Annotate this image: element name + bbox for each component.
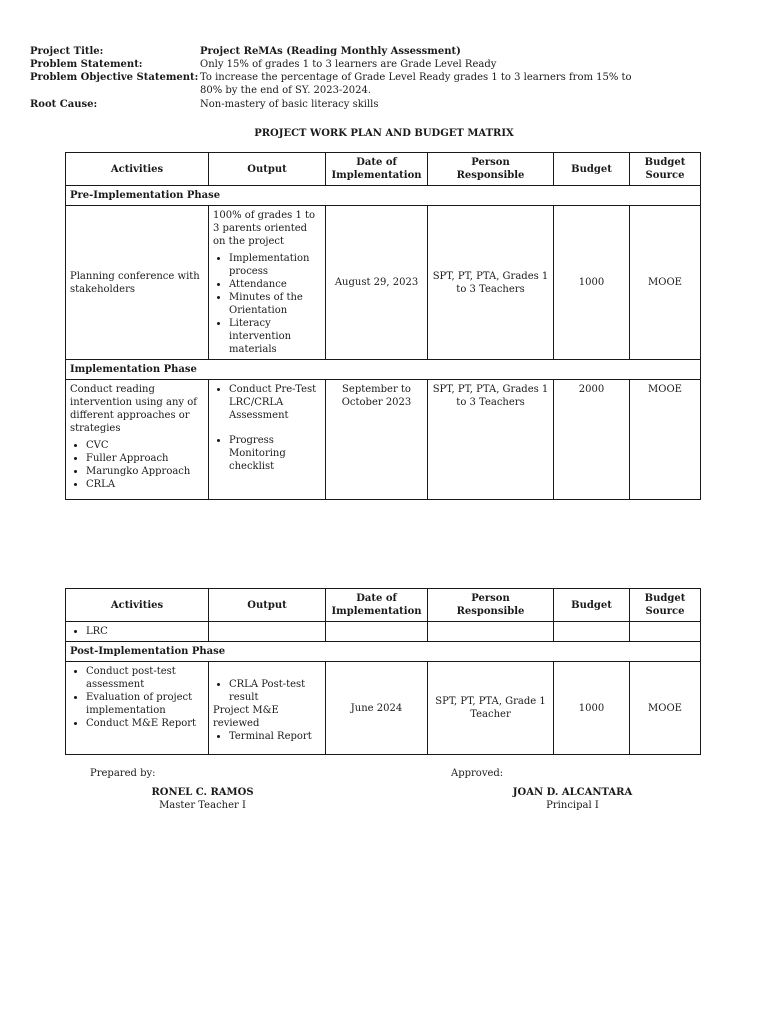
person-cell: SPT, PT, PTA, Grade 1 Teacher: [428, 662, 554, 755]
empty-cell: [554, 622, 630, 642]
col-source-line2: Source: [645, 606, 685, 617]
output-cell: [209, 206, 326, 360]
col-source: [630, 153, 701, 186]
col-person-line1: Person: [471, 593, 510, 604]
col-budget: Budget: [554, 153, 630, 186]
col-activities: Activities: [66, 589, 209, 622]
col-person-line1: Person: [471, 157, 510, 168]
empty-cell: [630, 622, 701, 642]
col-source-line2: Source: [645, 170, 685, 181]
source-cell: MOOE: [630, 206, 701, 360]
col-person-line2: Responsible: [456, 606, 525, 617]
col-date-line1: Date of: [356, 157, 397, 168]
objective-line-2: 80% by the end of SY. 2023-2024.: [200, 85, 372, 96]
root-cause-label: Root Cause:: [30, 99, 98, 110]
col-date-line2: Implementation: [331, 606, 422, 617]
date-cell: June 2024: [326, 662, 428, 755]
col-source-line1: Budget: [644, 157, 686, 168]
date-cell: August 29, 2023: [326, 206, 428, 360]
list-item: • Conduct Pre-Test LRC/CRLA Assessment: [229, 383, 321, 422]
table-row: [66, 662, 701, 755]
project-title-row: [30, 45, 650, 58]
list-item: • Attendance: [229, 278, 321, 291]
source-cell: MOOE: [630, 380, 701, 500]
matrix-title: PROJECT WORK PLAN AND BUDGET MATRIX: [254, 128, 514, 139]
budget-cell: 1000: [554, 206, 630, 360]
empty-cell: [326, 622, 428, 642]
approved-title: Principal I: [546, 800, 599, 811]
phase-impl-label: Implementation Phase: [66, 360, 701, 380]
objective-statement: [200, 71, 650, 97]
problem-statement-label: Problem Statement:: [30, 59, 143, 70]
list-item: • Fuller Approach: [86, 452, 204, 465]
col-budget: Budget: [554, 589, 630, 622]
output-cell: [209, 662, 326, 755]
col-output: Output: [209, 153, 326, 186]
table-row: [66, 206, 701, 360]
output-intro: 100% of grades 1 to 3 parents oriented on the project: [213, 210, 316, 247]
root-cause: Non-mastery of basic literacy skills: [200, 99, 379, 110]
problem-statement: Only 15% of grades 1 to 3 learners are Grade Level Ready: [200, 59, 497, 70]
project-title-label: Project Title:: [30, 46, 104, 57]
list-item: • Progress Monitoring checklist: [229, 434, 321, 473]
objective-row: [30, 71, 650, 97]
col-output: Output: [209, 589, 326, 622]
budget-cell: 1000: [554, 662, 630, 755]
approved-name: JOAN D. ALCANTARA: [512, 787, 633, 798]
list-item: • Evaluation of project implementation: [86, 691, 204, 717]
activity-intro: Conduct reading intervention using any of different approaches or strategies: [70, 384, 197, 434]
col-source: [630, 589, 701, 622]
objective-label: Problem Objective Statement:: [30, 72, 199, 83]
col-source-line1: Budget: [644, 593, 686, 604]
col-date-line2: Implementation: [331, 170, 422, 181]
root-cause-row: [30, 98, 650, 111]
phase-pre-label: Pre-Implementation Phase: [66, 186, 701, 206]
prepared-title: Master Teacher I: [159, 800, 246, 811]
activity-cell: [66, 662, 209, 755]
phase-post-label: Post-Implementation Phase: [66, 642, 701, 662]
list-item: • Conduct post-test assessment: [86, 665, 204, 691]
work-plan-table: [65, 152, 701, 500]
list-item: • Marungko Approach: [86, 465, 204, 478]
list-item: • CRLA: [86, 478, 204, 491]
approved-block: [490, 786, 655, 812]
list-item: • CRLA Post-test result: [229, 678, 321, 704]
activity-cell: Planning conference with stakeholders: [66, 206, 209, 360]
source-cell: MOOE: [630, 662, 701, 755]
output-cell: [209, 380, 326, 500]
phase-row-post: [66, 642, 701, 662]
col-date: [326, 589, 428, 622]
activity-cell: [66, 622, 209, 642]
date-cell: September to October 2023: [326, 380, 428, 500]
approved-label: Approved:: [451, 768, 504, 779]
list-item: • LRC: [86, 625, 204, 638]
list-item: • CVC: [86, 439, 204, 452]
prepared-by-block: [120, 786, 285, 812]
budget-cell: 2000: [554, 380, 630, 500]
phase-row-implementation: [66, 360, 701, 380]
project-title: Project ReMAs (Reading Monthly Assessment): [200, 46, 461, 57]
col-person: [428, 589, 554, 622]
list-item: • Terminal Report: [229, 730, 321, 743]
output-plain: Project M&E reviewed: [213, 705, 279, 729]
phase-row-pre: [66, 186, 701, 206]
empty-cell: [209, 622, 326, 642]
table-header-row: [66, 153, 701, 186]
person-cell: SPT, PT, PTA, Grades 1 to 3 Teachers: [428, 206, 554, 360]
work-plan-table-continued: [65, 588, 701, 755]
table-header-row: [66, 589, 701, 622]
person-cell: SPT, PT, PTA, Grades 1 to 3 Teachers: [428, 380, 554, 500]
col-person-line2: Responsible: [456, 170, 525, 181]
project-header: [30, 45, 650, 111]
empty-cell: [428, 622, 554, 642]
prepared-by-label: Prepared by:: [90, 768, 156, 779]
col-activities: Activities: [66, 153, 209, 186]
table-row: [66, 380, 701, 500]
objective-line-1: To increase the percentage of Grade Level Ready grades 1 to 3 learners from 15% to: [200, 72, 632, 83]
list-item: • Minutes of the Orientation: [229, 291, 321, 317]
col-date: [326, 153, 428, 186]
list-item: • Literacy intervention materials: [229, 317, 321, 356]
prepared-name: RONEL C. RAMOS: [151, 787, 254, 798]
list-item: • Conduct M&E Report: [86, 717, 204, 730]
problem-statement-row: [30, 58, 650, 71]
col-person: [428, 153, 554, 186]
list-item: • Implementation process: [229, 252, 321, 278]
table-row: [66, 622, 701, 642]
activity-cell: [66, 380, 209, 500]
col-date-line1: Date of: [356, 593, 397, 604]
